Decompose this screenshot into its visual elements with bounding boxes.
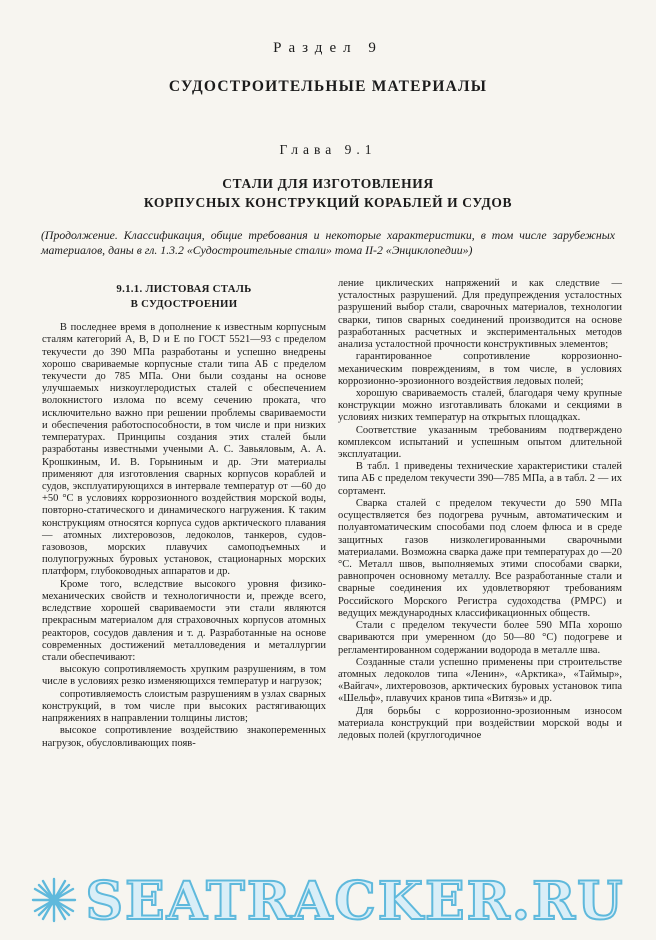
subsection-title-line2: В СУДОСТРОЕНИИ <box>130 297 238 310</box>
paragraph: Стали с пределом текучести более 590 МПа хорошо свариваются при умеренном (до 50—80 °С) подогреве и регламентированном содержании водорода в металле шва. <box>338 620 622 656</box>
paragraph: В последнее время в дополнение к известным корпусным сталям категорий А, В, D и Е по ГОСТ 5521—93 с пределом текучести до 390 МПа разработаны и успешно внедрены хорошо свариваемые корпусные стали типа АБ с пределом текучести до 785 МПа. Они были созданы на основе улучшаемых низкоуглеродистых сталей с обеспечением волокнистого излома по всему сечению проката, что исключительно важно при решении проблемы свариваемости и обеспечения работоспособности, в том числе и при низких температурах. Принципы создания этих сталей были разработаны известными учеными А. С. Завьяловым, А. А. Крошкиным, И. В. Горыниным и др. Эти материалы применяют для изготовления сварных корпусов кораблей и судов, эксплуатирующихся в интервале температур от —60 до +50 °С в условиях коррозионного воздействия морской воды, повторно-статического и динамического нагружения. К таким конструкциям относятся корпуса судов арктического плавания — атомных лихтеровозов, ледоколов, танкеров, судов-газовозов, морских плавучих самоподъемных и полупогружных буровых установок, стационарных морских платформ, глубоководных аппаратов и др. <box>42 322 326 578</box>
paragraph: сопротивляемость слоистым разрушениям в узлах сварных конструкций, в том числе при высоких растягивающих напряжениях в направлении толщины листов; <box>42 688 326 725</box>
subsection-title-line1: 9.1.1. ЛИСТОВАЯ СТАЛЬ <box>116 282 252 295</box>
paragraph: ление циклических напряжений и как следствие — усталостных разрушений. Для предупреждения усталостных разрушений выбор стали, сварочных материалов, технологии сварки, типов сварных соединений производится на основе разработанных расчетных и экспериментальных методов анализа усталостной прочности конструктивных элементов; <box>338 277 622 351</box>
paragraph: Для борьбы с коррозионно-эрозионным износом материала конструкций при воздействии морской воды и ледовых полей (круглогодичное <box>338 705 622 742</box>
chapter-title-line2: КОРПУСНЫХ КОНСТРУКЦИЙ КОРАБЛЕЙ И СУДОВ <box>143 194 513 210</box>
paragraph: высокую сопротивляемость хрупким разрушениям, в том числе в условиях резко изменяющихся температур и нагрузок; <box>42 664 326 688</box>
chapter-title <box>0 175 656 213</box>
intro-note: (Продолжение. Классификация, общие требования и некоторые характеристики, в том числе зарубежных материалов, даны в гл. 1.3.2 «Судостроительные стали» тома II-2 «Энциклопедии») <box>41 227 615 257</box>
paragraph: В табл. 1 приведены технические характеристики сталей типа АБ с пределом текучести 390—785 МПа, а в табл. 2 — их сортамент. <box>338 461 622 497</box>
chapter-title-line1: СТАЛИ ДЛЯ ИЗГОТОВЛЕНИЯ <box>222 176 434 191</box>
watermark-text: SEATRACKER.RU <box>85 871 625 932</box>
snowflake-icon <box>31 877 77 928</box>
paragraph: Соответствие указанным требованиям подтверждено комплексом испытаний и успешным опытом длительной эксплуатации. <box>338 424 622 461</box>
subsection-title <box>42 282 326 311</box>
paragraph: Сварка сталей с пределом текучести до 590 МПа осуществляется без подогрева ручным, автоматическим и полуавтоматическим способами под слоем флюса и в среде защитных газов низколегированными сварочными материалами. Возможна сварка даже при температурах до —20 °С. Металл швов, выполняемых этими способами сварки, равнопрочен основному металлу. Все разработанные стали и сварные соединения их удовлетворяют требованиям Российского Морского Регистра судоходства (РМРС) и ведущих международных классификационных обществ. <box>338 497 622 619</box>
chapter-label: Глава 9.1 <box>279 142 377 157</box>
watermark <box>0 871 656 932</box>
left-column <box>42 278 326 750</box>
section-title: СУДОСТРОИТЕЛЬНЫЕ МАТЕРИАЛЫ <box>168 78 488 95</box>
section-label: Раздел 9 <box>273 40 383 56</box>
text-columns <box>42 278 622 750</box>
paragraph: высокое сопротивление воздействию знакопеременных нагрузок, обусловливающих появ- <box>42 725 326 749</box>
paragraph: Созданные стали успешно применены при строительстве атомных ледоколов типа «Ленин», «Арктика», «Таймыр», «Вайгач», лихтеровозов, арктических буровых установок типа «Шельф», плавучих кранов типа «Витязь» и др. <box>338 656 622 705</box>
right-column <box>338 278 622 750</box>
paragraph: хорошую свариваемость сталей, благодаря чему крупные конструкции можно изготавливать блоками и секциями в условиях низких температур на открытых площадках. <box>338 387 622 424</box>
paragraph: гарантированное сопротивление коррозионно-механическим повреждениям, в том числе, в условиях коррозионно-эрозионного воздействия ледовых полей; <box>338 351 622 387</box>
paragraph: Кроме того, вследствие высокого уровня физико-механических свойств и технологичности и, прежде всего, вследствие хорошей свариваемости эти стали являются прекрасным материалом для страховочных корпусов атомных реакторов, сосудов давления и т. д. Разработанные на основе современных достижений металловедения и металлургии стали обеспечивают: <box>42 578 326 663</box>
